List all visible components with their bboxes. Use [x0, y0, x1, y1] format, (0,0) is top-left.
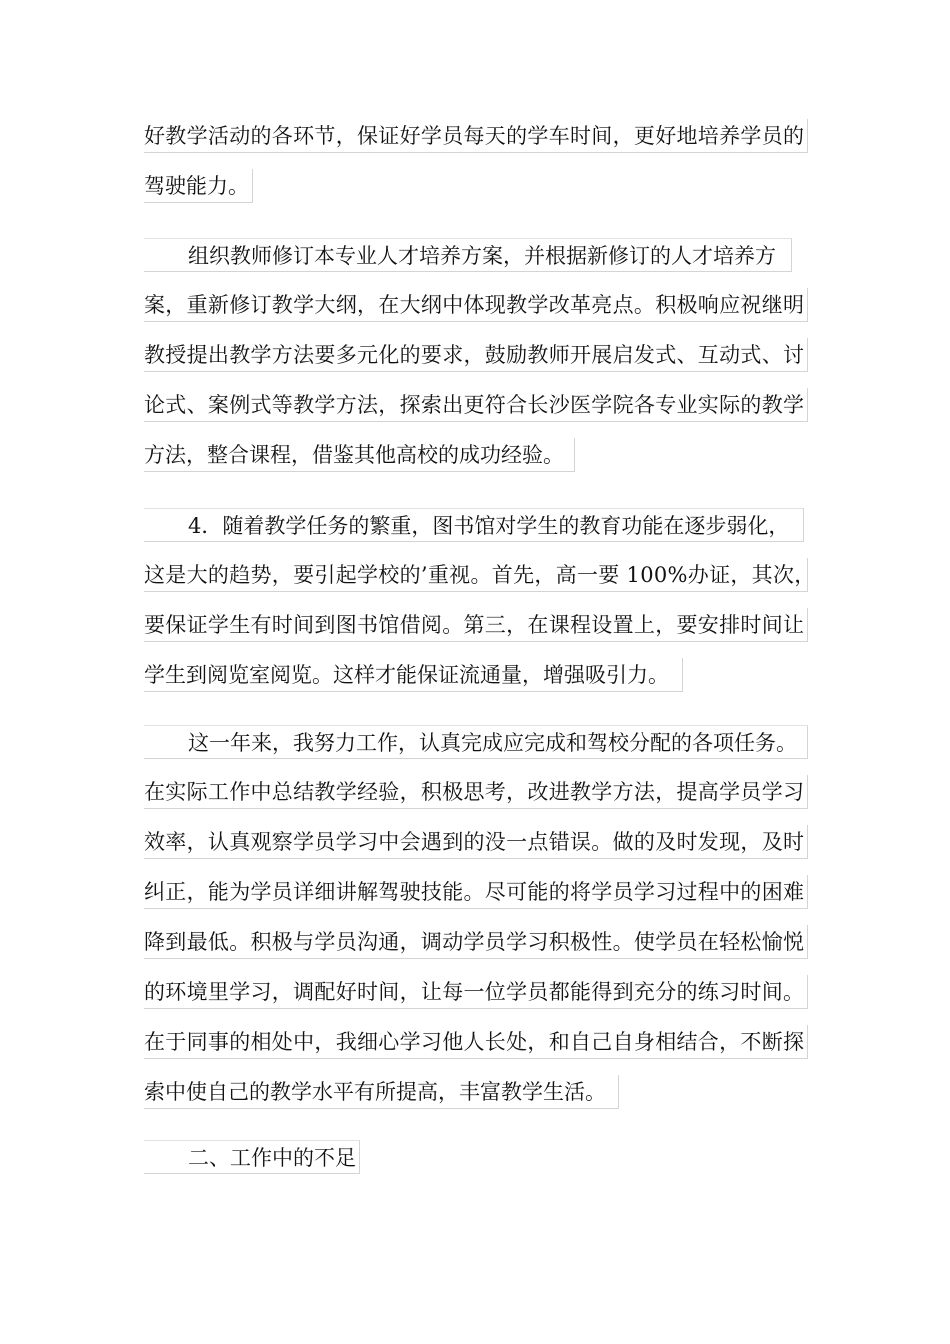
- text-line: 方法，整合课程，借鉴其他高校的成功经验。: [144, 438, 575, 472]
- section-heading: 二、工作中的不足: [144, 1140, 360, 1174]
- text-line: 案，重新修订教学大纲，在大纲中体现教学改革亮点。积极响应祝继明: [144, 288, 808, 322]
- text-line: 4．随着教学任务的繁重，图书馆对学生的教育功能在逐步弱化，: [144, 508, 804, 542]
- text-line: 学生到阅览室阅览。这样才能保证流通量，增强吸引力。: [144, 658, 683, 692]
- text-line: 驾驶能力。: [144, 169, 253, 203]
- text-line: 降到最低。积极与学员沟通，调动学员学习积极性。使学员在轻松愉悦: [144, 925, 808, 959]
- text-line: 论式、案例式等教学方法，探索出更符合长沙医学院各专业实际的教学: [144, 388, 808, 422]
- text-line: 纠正，能为学员详细讲解驾驶技能。尽可能的将学员学习过程中的困难: [144, 875, 808, 909]
- text-line: 好教学活动的各环节，保证好学员每天的学车时间，更好地培养学员的: [144, 119, 808, 153]
- text-line: 组织教师修订本专业人才培养方案，并根据新修订的人才培养方: [144, 238, 792, 272]
- text-line: 这是大的趋势，要引起学校的’重视。首先，高一要 100%办证，其次，: [144, 558, 808, 592]
- text-line: 教授提出教学方法要多元化的要求，鼓励教师开展启发式、互动式、讨: [144, 338, 808, 372]
- text-line: 索中使自己的教学水平有所提高，丰富教学生活。: [144, 1075, 619, 1109]
- text-line: 的环境里学习，调配好时间，让每一位学员都能得到充分的练习时间。: [144, 975, 808, 1009]
- text-line: 在实际工作中总结教学经验，积极思考，改进教学方法，提高学员学习: [144, 775, 808, 809]
- text-line: 在于同事的相处中，我细心学习他人长处，和自己自身相结合，不断探: [144, 1025, 808, 1059]
- text-line: 这一年来，我努力工作，认真完成应完成和驾校分配的各项任务。: [144, 725, 808, 759]
- text-line: 效率，认真观察学员学习中会遇到的没一点错误。做的及时发现，及时: [144, 825, 808, 859]
- text-line: 要保证学生有时间到图书馆借阅。第三，在课程设置上，要安排时间让: [144, 608, 808, 642]
